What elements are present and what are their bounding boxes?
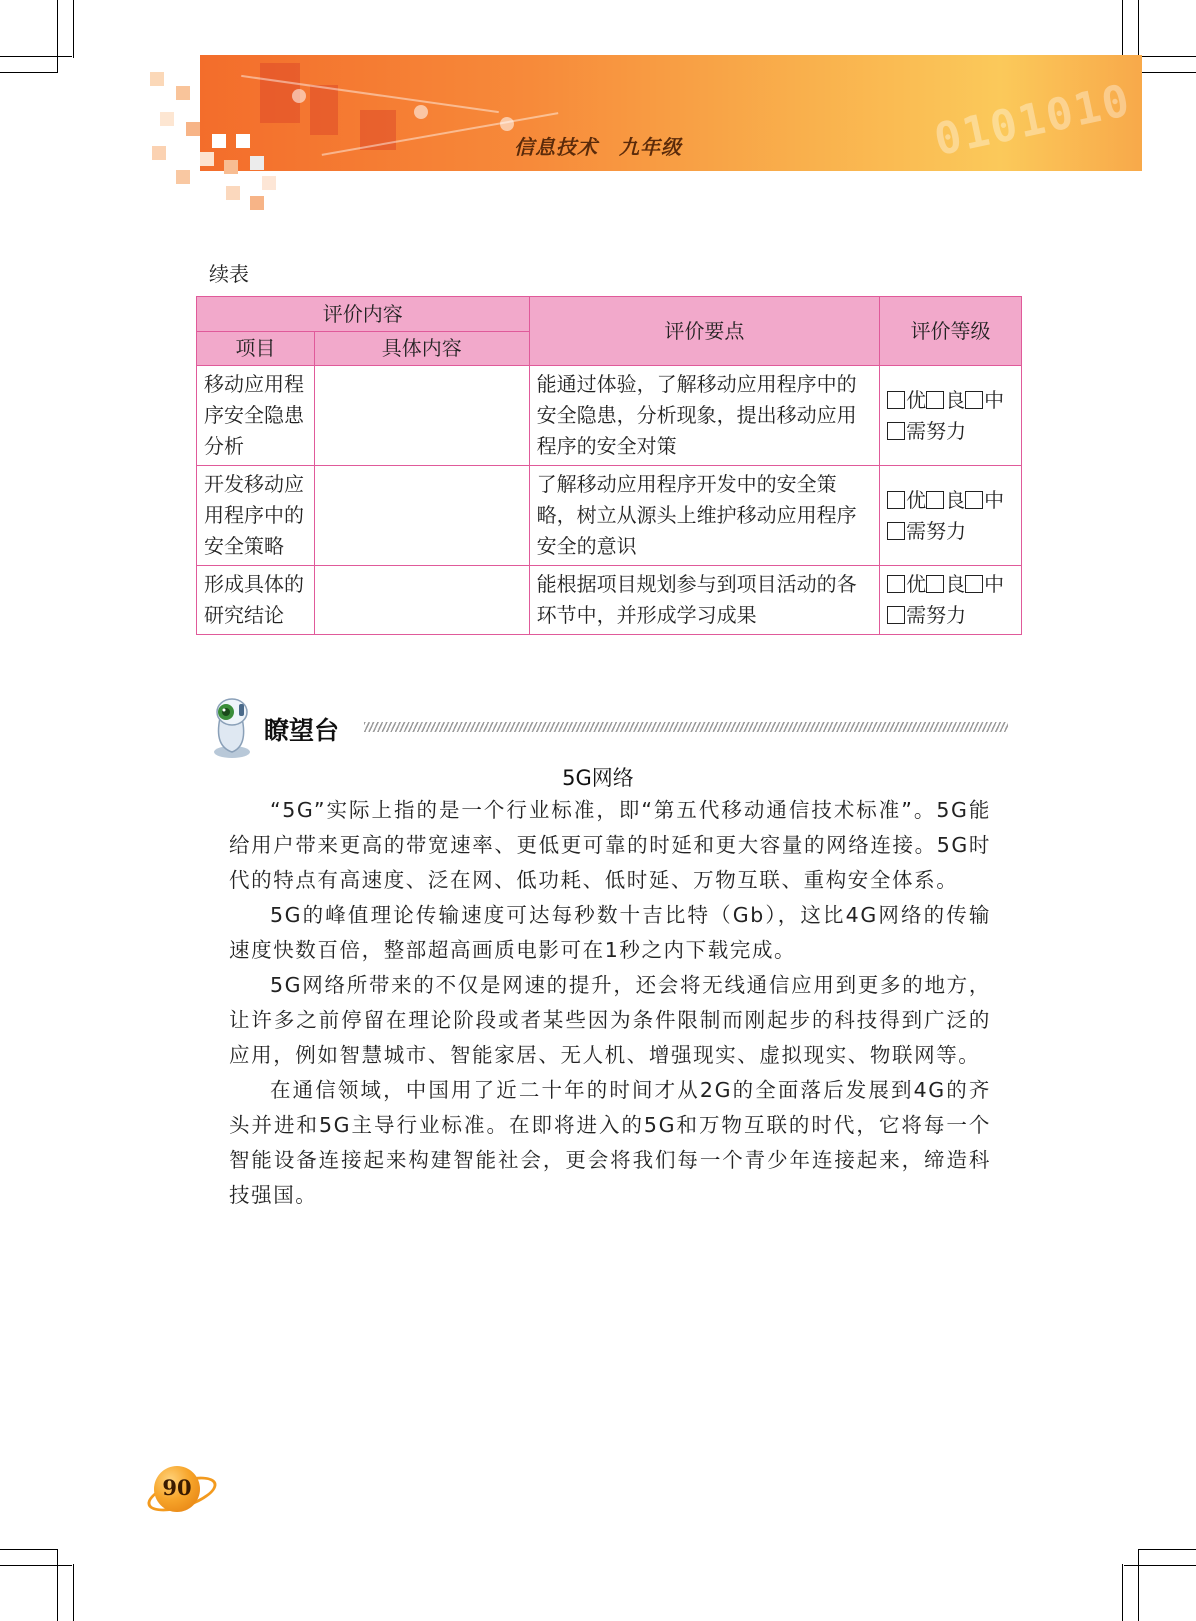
crop-mark-tl-h2 bbox=[0, 56, 72, 57]
level-checkbox[interactable] bbox=[965, 575, 983, 593]
decor-square bbox=[250, 156, 264, 170]
header-item: 项目 bbox=[197, 332, 315, 366]
crop-mark-bl-h bbox=[0, 1549, 58, 1550]
level-checkbox[interactable] bbox=[965, 391, 983, 409]
crop-mark-tr-v2 bbox=[1122, 0, 1123, 58]
row-levels bbox=[880, 466, 1022, 566]
crop-mark-br-h bbox=[1138, 1549, 1196, 1550]
level-label: 中 bbox=[984, 572, 1005, 596]
decor-square bbox=[176, 86, 190, 100]
decor-square bbox=[262, 176, 276, 190]
header-evaluation-level: 评价等级 bbox=[880, 297, 1022, 366]
level-label: 优 bbox=[906, 572, 927, 596]
header-evaluation-content: 评价内容 bbox=[197, 297, 530, 332]
decor-square bbox=[224, 160, 238, 174]
crop-mark-br-v2 bbox=[1122, 1564, 1123, 1621]
row-levels bbox=[880, 566, 1022, 635]
level-label: 优 bbox=[906, 487, 927, 512]
crop-mark-tl-v2 bbox=[73, 0, 74, 58]
header-detail: 具体内容 bbox=[314, 332, 529, 366]
level-label: 需努力 bbox=[906, 518, 967, 543]
level-label: 中 bbox=[984, 387, 1005, 412]
level-checkbox[interactable] bbox=[926, 491, 944, 509]
row-points: 了解移动应用程序开发中的安全策略，树立从源头上维护移动应用程序安全的意识 bbox=[529, 466, 880, 566]
level-checkbox[interactable] bbox=[926, 391, 944, 409]
decor-square bbox=[212, 134, 226, 148]
table-row bbox=[197, 466, 1022, 566]
level-checkbox[interactable] bbox=[926, 575, 944, 593]
level-checkbox[interactable] bbox=[965, 491, 983, 509]
article-paragraph: “5G”实际上指的是一个行业标准，即“第五代移动通信技术标准”。5G能给用户带来更高的带宽速率、更低更可靠的时延和更大容量的网络连接。5G时代的特点有高速度、泛在网、低功耗、低时延、万物互联、重构安全体系。 bbox=[229, 798, 991, 892]
decor-square bbox=[150, 72, 164, 86]
decor-square bbox=[200, 152, 214, 166]
crop-mark-tl-h bbox=[0, 72, 58, 73]
article-paragraph: 5G的峰值理论传输速度可达每秒数十吉比特（Gb），这比4G网络的传输速度快数百倍，整部超高画质电影可在1秒之内下载完成。 bbox=[229, 903, 991, 962]
banner-network-node bbox=[500, 117, 514, 131]
crop-mark-tl-v bbox=[57, 0, 58, 72]
table-row bbox=[197, 566, 1022, 635]
decor-square bbox=[250, 196, 264, 210]
lookout-mascot-icon bbox=[206, 696, 256, 760]
row-points: 能通过体验，了解移动应用程序中的安全隐患，分析现象，提出移动应用程序的安全对策 bbox=[529, 366, 880, 466]
page-number-badge bbox=[146, 1466, 214, 1518]
level-checkbox[interactable] bbox=[887, 606, 905, 624]
row-points: 能根据项目规划参与到项目活动的各环节中，并形成学习成果 bbox=[529, 566, 880, 635]
crop-mark-br-v bbox=[1138, 1549, 1139, 1621]
decor-square bbox=[160, 112, 174, 126]
row-item: 开发移动应用程序中的安全策略 bbox=[197, 466, 315, 566]
level-label: 良 bbox=[945, 487, 966, 512]
article-title: 5G网络 bbox=[562, 766, 634, 790]
table-header-row bbox=[197, 297, 1022, 332]
evaluation-table bbox=[196, 296, 1022, 635]
continued-table-label: 续表 bbox=[209, 262, 249, 286]
banner-network-node bbox=[414, 105, 428, 119]
row-detail bbox=[314, 566, 529, 635]
article-paragraph: 在通信领域，中国用了近二十年的时间才从2G的全面落后发展到4G的齐头并进和5G主导行业标准。在即将进入的5G和万物互联的时代，它将每一个智能设备连接起来构建智能社会，更会将我们每一个青少年连接起来，缔造科技强国。 bbox=[229, 1078, 991, 1207]
page-number: 90 bbox=[162, 1475, 192, 1500]
header-evaluation-points: 评价要点 bbox=[529, 297, 880, 366]
article-paragraph: 5G网络所带来的不仅是网速的提升，还会将无线通信应用到更多的地方，让许多之前停留在理论阶段或者某些因为条件限制而刚起步的科技得到广泛的应用，例如智慧城市、智能家居、无人机、增强现实、虚拟现实、物联网等。 bbox=[229, 973, 991, 1067]
crop-mark-bl-v bbox=[57, 1549, 58, 1621]
crop-mark-tr-h bbox=[1138, 72, 1196, 73]
banner-network-node bbox=[292, 89, 306, 103]
level-checkbox[interactable] bbox=[887, 491, 905, 509]
row-item: 移动应用程序安全隐患分析 bbox=[197, 366, 315, 466]
level-label: 良 bbox=[945, 387, 966, 412]
decor-square bbox=[226, 186, 240, 200]
decor-square bbox=[236, 134, 250, 148]
level-checkbox[interactable] bbox=[887, 575, 905, 593]
table-row bbox=[197, 366, 1022, 466]
level-label: 需努力 bbox=[906, 603, 967, 627]
level-label: 需努力 bbox=[906, 418, 967, 443]
decor-square bbox=[176, 170, 190, 184]
banner-binary-digits: 0101010 bbox=[929, 74, 1136, 167]
section-divider bbox=[364, 722, 1008, 732]
level-checkbox[interactable] bbox=[887, 422, 905, 440]
row-detail bbox=[314, 466, 529, 566]
banner-decor-block bbox=[310, 85, 338, 135]
crop-mark-bl-h2 bbox=[0, 1565, 72, 1566]
crop-mark-bl-v2 bbox=[73, 1564, 74, 1621]
book-title: 信息技术 九年级 bbox=[514, 135, 682, 159]
level-checkbox[interactable] bbox=[887, 522, 905, 540]
decor-square bbox=[152, 146, 166, 160]
level-label: 良 bbox=[945, 572, 966, 596]
level-label: 中 bbox=[984, 487, 1005, 512]
crop-mark-br-h2 bbox=[1124, 1565, 1196, 1566]
section-title: 瞭望台 bbox=[264, 716, 340, 745]
row-item: 形成具体的研究结论 bbox=[197, 566, 315, 635]
row-levels bbox=[880, 366, 1022, 466]
decor-square bbox=[186, 122, 200, 136]
level-checkbox[interactable] bbox=[887, 391, 905, 409]
level-label: 优 bbox=[906, 387, 927, 412]
row-detail bbox=[314, 366, 529, 466]
article-body bbox=[229, 793, 991, 1213]
